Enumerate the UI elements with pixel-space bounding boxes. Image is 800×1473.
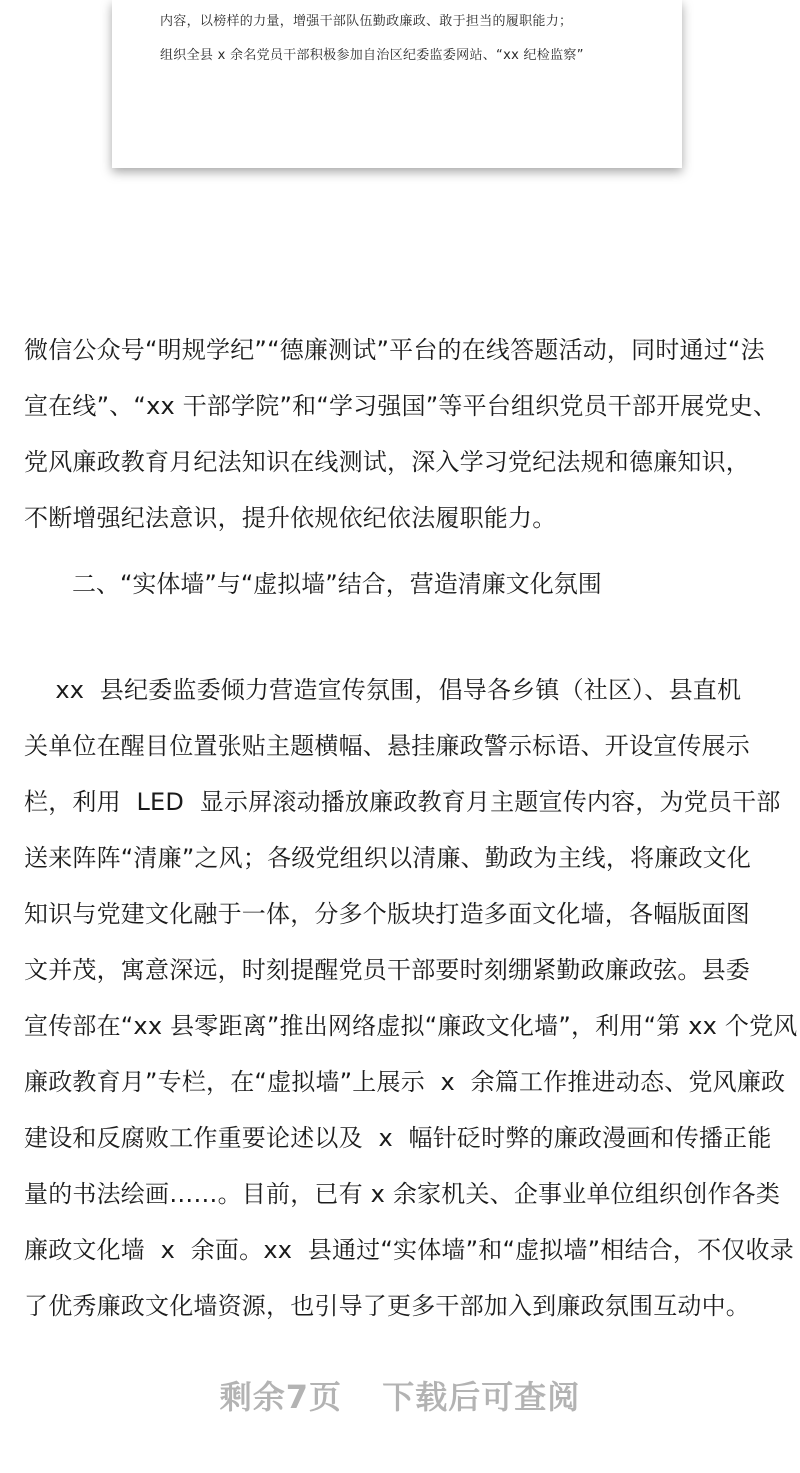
text-line: 廉政教育月”专栏，在“虚拟墙”上展示 x 余篇工作推进动态、党风廉政 (24, 1068, 786, 1096)
download-hint-label: 下载后可查阅 (382, 1378, 581, 1416)
text-line: 知识与党建文化融于一体，分多个版块打造多面文化墙，各幅版面图 (24, 900, 750, 928)
text-line: xx 县纪委监委倾力营造宣传氛围，倡导各乡镇（社区）、县直机 (24, 676, 742, 704)
text-line: 文并茂，寓意深远，时刻提醒党员干部要时刻绷紧勤政廉政弦。县委 (24, 956, 750, 984)
text-line: 廉政文化墙 x 余面。xx 县通过“实体墙”和“虚拟墙”相结合，不仅收录 (24, 1236, 794, 1264)
text-line: 微信公众号“明规学纪”“德廉测试”平台的在线答题活动，同时通过“法 (24, 336, 765, 364)
text-line: 不断增强纪法意识，提升依规依纪依法履职能力。 (24, 504, 557, 532)
remaining-pages-label: 剩余7页 (219, 1378, 343, 1416)
remaining-pages-banner[interactable] (0, 1372, 800, 1418)
text-line: 党风廉政教育月纪法知识在线测试，深入学习党纪法规和德廉知识， (24, 448, 750, 476)
paragraph-online-learning (24, 322, 780, 546)
preview-line: 组织全县 x 余名党员干部积极参加自治区纪委监委网站、“xx 纪检监察” (160, 48, 584, 63)
preview-line: 内容，以榜样的力量，增强干部队伍勤政廉政、敢于担当的履职能力； (160, 14, 573, 29)
text-line: 栏，利用 LED 显示屏滚动播放廉政教育月主题宣传内容，为党员干部 (24, 788, 781, 816)
text-line: 宣传部在“xx 县零距离”推出网络虚拟“廉政文化墙”，利用“第 xx 个党风 (24, 1012, 798, 1040)
text-line: 建设和反腐败工作重要论述以及 x 幅针砭时弊的廉政漫画和传播正能 (24, 1124, 772, 1152)
text-line: 送来阵阵“清廉”之风；各级党组织以清廉、勤政为主线，将廉政文化 (24, 844, 752, 872)
page-preview-card (112, 0, 682, 168)
text-line: 量的书法绘画……。目前，已有 x 余家机关、企事业单位组织创作各类 (24, 1180, 781, 1208)
paragraph-culture-wall (24, 662, 798, 1334)
section-heading: 二、“实体墙”与“虚拟墙”结合，营造清廉文化氛围 (72, 570, 602, 598)
text-line: 宣在线”、“xx 干部学院”和“学习强国”等平台组织党员干部开展党史、 (24, 392, 778, 420)
text-line: 了优秀廉政文化墙资源，也引导了更多干部加入到廉政氛围互动中。 (24, 1292, 750, 1320)
text-line: 关单位在醒目位置张贴主题横幅、悬挂廉政警示标语、开设宣传展示 (24, 732, 750, 760)
